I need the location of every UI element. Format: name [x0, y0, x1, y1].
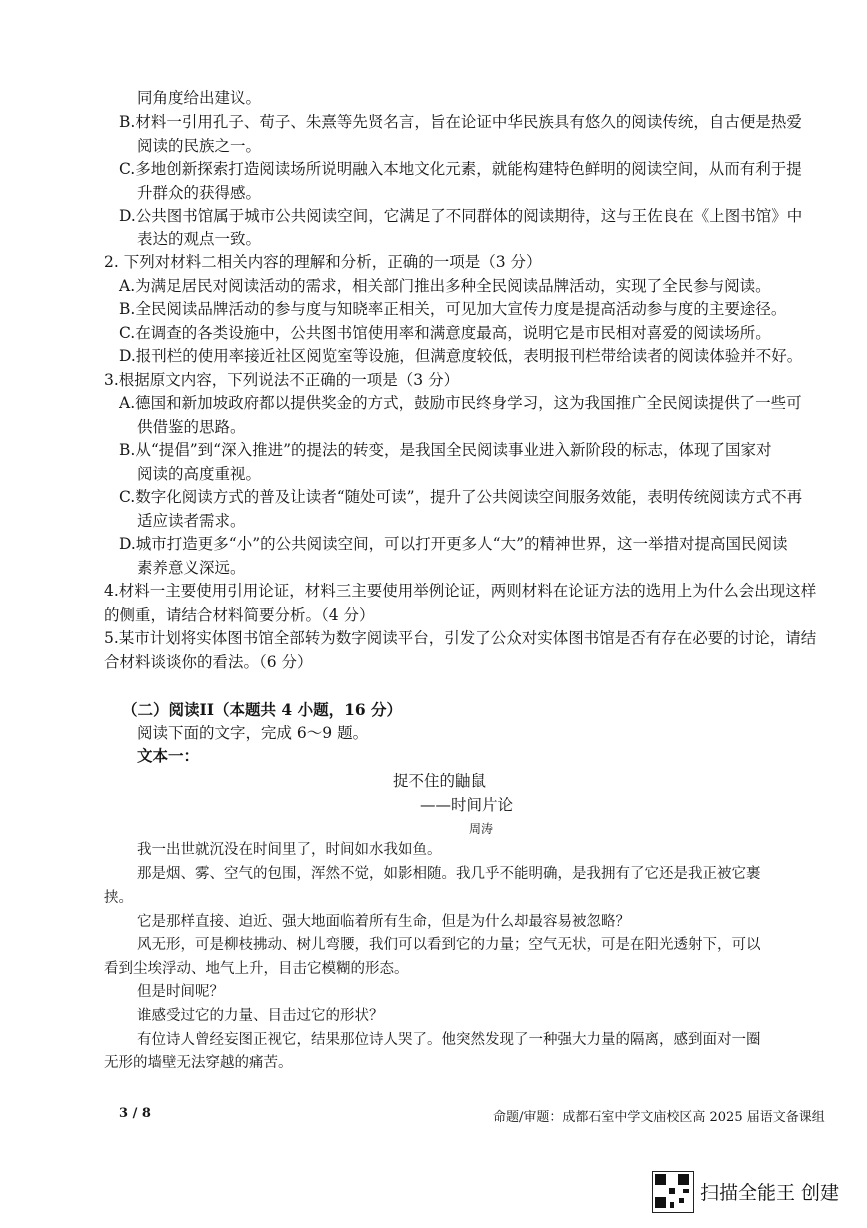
paragraph: 我一出世就沉没在时间里了，时间如水我如鱼。 [137, 842, 442, 858]
paragraph: 风无形，可是柳枝拂动、树儿弯腰，我们可以看到它的力量；空气无状，可是在阳光透射下，可以 [137, 937, 761, 953]
option-d: D.报刊栏的使用率接近社区阅览室等设施，但满意度较低，表明报刊栏带给读者的阅读体验并不好。 [119, 347, 803, 365]
section-heading: （二）阅读II（本题共 4 小题，16 分） [122, 700, 403, 719]
option-c: C.在调查的各类设施中，公共图书馆使用率和满意度最高，说明它是市民相对喜爱的阅读场所。 [119, 324, 771, 342]
paragraph-continued: 无形的墙壁无法穿越的痛苦。 [104, 1055, 293, 1071]
paragraph: 谁感受过它的力量、目击过它的形状？ [137, 1008, 384, 1024]
page-number: 3 / 8 [119, 1106, 151, 1121]
option-d: D.公共图书馆属于城市公共阅读空间，它满足了不同群体的阅读期待，这与王佐良在《上图书馆》中 [119, 207, 803, 225]
text-line: 升群众的获得感。 [137, 184, 262, 202]
footer-credit: 命题/审题：成都石室中学文庙校区高 2025 届语文备课组 [493, 1110, 825, 1125]
paragraph: 有位诗人曾经妄图正视它，结果那位诗人哭了。他突然发现了一种强大力量的隔离，感到面对一圈 [137, 1032, 761, 1048]
text-line: 适应读者需求。 [137, 512, 246, 530]
text-line: 表达的观点一致。 [137, 230, 262, 248]
option-a: A.德国和新加坡政府都以提供奖金的方式，鼓励市民终身学习，这为我国推广全民阅读提供了一些可 [119, 394, 802, 412]
essay-subtitle: ——时间片论 [420, 796, 514, 814]
question-5: 5.某市计划将实体图书馆全部转为数字阅读平台，引发了公众对实体图书馆是否有存在必要的讨论，请结 [104, 629, 817, 647]
text-line: 同角度给出建议。 [137, 89, 262, 107]
text-line: 的侧重，请结合材料简要分析。（4 分） [104, 606, 375, 624]
option-c: C.数字化阅读方式的普及让读者“随处可读”，提升了公共阅读空间服务效能，表明传统阅读方式不再 [119, 488, 803, 506]
qr-code-icon [652, 1171, 694, 1213]
text-line: 素养意义深远。 [137, 559, 246, 577]
paragraph: 那是烟、雾、空气的包围，浑然不觉，如影相随。我几乎不能明确，是我拥有了它还是我正被它裹 [137, 866, 761, 882]
option-b: B.全民阅读品牌活动的参与度与知晓率正相关，可见加大宣传力度是提高活动参与度的主要途径。 [119, 300, 787, 318]
paragraph: 它是那样直接、迫近、强大地面临着所有生命，但是为什么却最容易被忽略？ [137, 914, 630, 930]
question-3: 3.根据原文内容，下列说法不正确的一项是（3 分） [104, 371, 460, 389]
question-4: 4.材料一主要使用引用论证，材料三主要使用举例论证，两则材料在论证方法的选用上为什么会出现这样 [104, 582, 817, 600]
question-2: 2. 下列对材料二相关内容的理解和分析，正确的一项是（3 分） [104, 253, 542, 271]
scanner-watermark: 扫描全能王 创建 [700, 1182, 840, 1204]
text-line: 合材料谈谈你的看法。（6 分） [104, 653, 313, 671]
paragraph-continued: 看到尘埃浮动、地气上升，目击它模糊的形态。 [104, 961, 409, 977]
option-c: C.多地创新探索打造阅读场所说明融入本地文化元素，就能构建特色鲜明的阅读空间，从而有利于提 [119, 160, 802, 178]
text-line: 供借鉴的思路。 [137, 418, 246, 436]
text-line: 阅读的民族之一。 [137, 137, 262, 155]
option-d: D.城市打造更多“小”的公共阅读空间，可以打开更多人“大”的精神世界，这一举措对提高国民阅读 [119, 535, 788, 553]
instruction: 阅读下面的文字，完成 6～9 题。 [137, 724, 369, 742]
option-b: B.材料一引用孔子、荀子、朱熹等先贤名言，旨在论证中华民族具有悠久的阅读传统，自古便是热爱 [119, 113, 802, 131]
option-b: B.从“提倡”到“深入推进”的提法的转变，是我国全民阅读事业进入新阶段的标志，体现了国家对 [119, 441, 772, 459]
essay-author: 周涛 [469, 822, 494, 836]
paragraph: 但是时间呢？ [137, 984, 224, 1000]
text-line: 阅读的高度重视。 [137, 465, 262, 483]
paragraph-continued: 挟。 [104, 890, 133, 906]
essay-title: 捉不住的鼬鼠 [393, 772, 487, 790]
text-label: 文本一： [137, 746, 200, 765]
option-a: A.为满足居民对阅读活动的需求，相关部门推出多种全民阅读品牌活动，实现了全民参与阅读。 [119, 277, 771, 295]
